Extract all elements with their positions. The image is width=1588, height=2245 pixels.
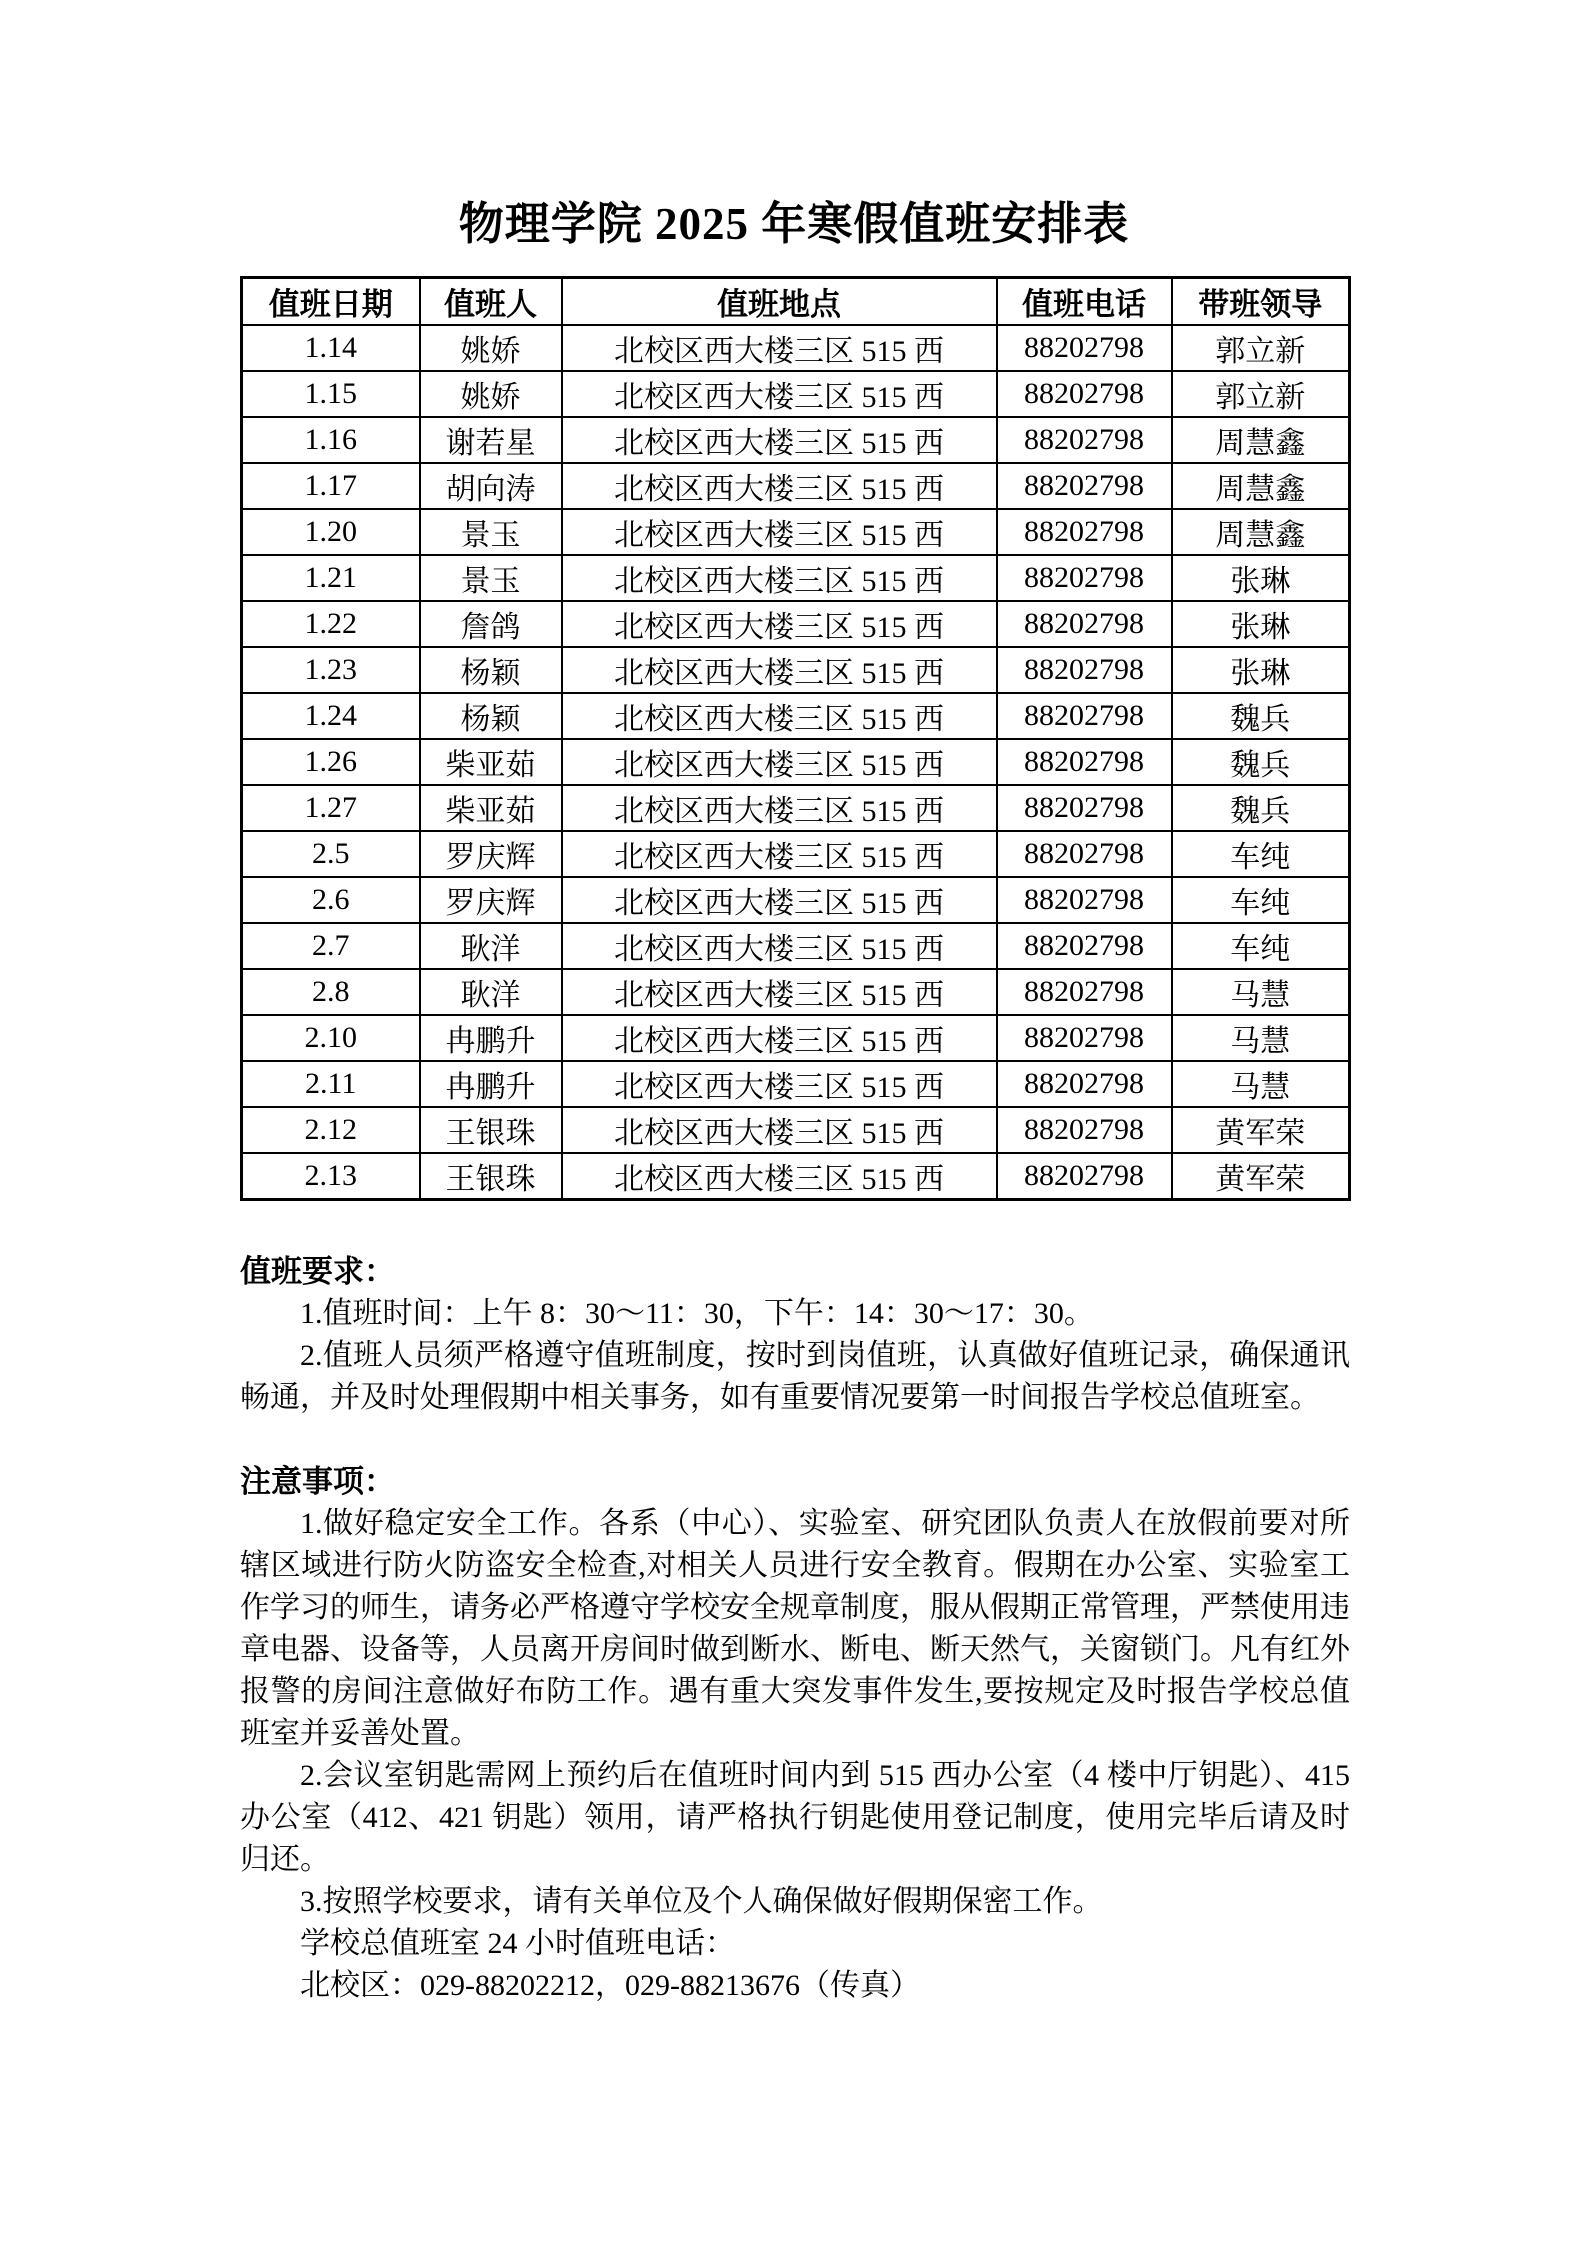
cell-leader: 张琳 [1172,555,1350,601]
duty-requirements-items [240,1293,1350,1419]
table-header-row [242,278,1350,326]
cell-person: 耿洋 [420,969,562,1015]
cell-location: 北校区西大楼三区 515 西 [562,325,997,371]
cell-leader: 周慧鑫 [1172,509,1350,555]
table-row [242,739,1350,785]
cell-location: 北校区西大楼三区 515 西 [562,555,997,601]
cell-leader: 黄军荣 [1172,1153,1350,1200]
cell-location: 北校区西大楼三区 515 西 [562,509,997,555]
note-item: 3.按照学校要求，请有关单位及个人确保做好假期保密工作。 [300,1885,1103,1918]
cell-date: 1.23 [242,647,420,693]
hotline-north-campus: 北校区：029-88202212，029-88213676（传真） [300,1969,920,2002]
cell-person: 冉鹏升 [420,1015,562,1061]
cell-location: 北校区西大楼三区 515 西 [562,785,997,831]
cell-date: 1.22 [242,601,420,647]
cell-leader: 张琳 [1172,601,1350,647]
cell-phone: 88202798 [997,325,1172,371]
cell-location: 北校区西大楼三区 515 西 [562,923,997,969]
cell-leader: 黄军荣 [1172,1107,1350,1153]
cell-location: 北校区西大楼三区 515 西 [562,601,997,647]
cell-date: 2.13 [242,1153,420,1200]
cell-location: 北校区西大楼三区 515 西 [562,1107,997,1153]
cell-date: 2.8 [242,969,420,1015]
cell-location: 北校区西大楼三区 515 西 [562,1153,997,1200]
cell-location: 北校区西大楼三区 515 西 [562,417,997,463]
cell-date: 1.17 [242,463,420,509]
cell-date: 1.16 [242,417,420,463]
cell-date: 2.5 [242,831,420,877]
cell-location: 北校区西大楼三区 515 西 [562,739,997,785]
cell-location: 北校区西大楼三区 515 西 [562,463,997,509]
cell-leader: 魏兵 [1172,739,1350,785]
column-header: 值班电话 [997,278,1172,326]
page-title: 物理学院 2025 年寒假值班安排表 [458,199,1130,249]
cell-person: 谢若星 [420,417,562,463]
table-row [242,371,1350,417]
note-item: 2.会议室钥匙需网上预约后在值班时间内到 515 西办公室（4 楼中厅钥匙）、415 办公室（412、421 钥匙）领用，请严格执行钥匙使用登记制度，使用完毕后请及时归还。 [240,1759,1350,1876]
cell-location: 北校区西大楼三区 515 西 [562,647,997,693]
cell-phone: 88202798 [997,601,1172,647]
cell-person: 姚娇 [420,325,562,371]
cell-person: 耿洋 [420,923,562,969]
table-row [242,601,1350,647]
duty-requirements-heading: 值班要求： [240,1254,395,1289]
table-row [242,463,1350,509]
cell-location: 北校区西大楼三区 515 西 [562,969,997,1015]
cell-person: 景玉 [420,555,562,601]
cell-location: 北校区西大楼三区 515 西 [562,877,997,923]
cell-person: 王银珠 [420,1153,562,1200]
notes-items [240,1503,1350,1923]
table-row [242,1015,1350,1061]
cell-date: 2.7 [242,923,420,969]
cell-leader: 张琳 [1172,647,1350,693]
cell-location: 北校区西大楼三区 515 西 [562,1015,997,1061]
cell-phone: 88202798 [997,969,1172,1015]
cell-leader: 马慧 [1172,1061,1350,1107]
table-row [242,969,1350,1015]
cell-person: 罗庆辉 [420,831,562,877]
cell-date: 1.26 [242,739,420,785]
cell-person: 杨颖 [420,647,562,693]
table-body [242,325,1350,1200]
cell-leader: 周慧鑫 [1172,463,1350,509]
cell-date: 2.6 [242,877,420,923]
cell-phone: 88202798 [997,785,1172,831]
cell-person: 姚娇 [420,371,562,417]
table-row [242,417,1350,463]
cell-date: 2.11 [242,1061,420,1107]
cell-phone: 88202798 [997,509,1172,555]
cell-date: 1.21 [242,555,420,601]
column-header: 值班人 [420,278,562,326]
column-header: 值班日期 [242,278,420,326]
cell-date: 1.27 [242,785,420,831]
table-row [242,923,1350,969]
cell-phone: 88202798 [997,739,1172,785]
cell-phone: 88202798 [997,693,1172,739]
cell-date: 1.24 [242,693,420,739]
cell-date: 2.10 [242,1015,420,1061]
cell-phone: 88202798 [997,831,1172,877]
cell-phone: 88202798 [997,647,1172,693]
notes-heading: 注意事项： [240,1464,395,1499]
cell-leader: 车纯 [1172,877,1350,923]
cell-phone: 88202798 [997,555,1172,601]
duty-requirement-item: 2.值班人员须严格遵守值班制度，按时到岗值班，认真做好值班记录，确保通讯畅通，并及时处理假期中相关事务，如有重要情况要第一时间报告学校总值班室。 [240,1339,1350,1414]
cell-leader: 车纯 [1172,831,1350,877]
cell-location: 北校区西大楼三区 515 西 [562,1061,997,1107]
cell-location: 北校区西大楼三区 515 西 [562,693,997,739]
cell-date: 1.20 [242,509,420,555]
cell-phone: 88202798 [997,1015,1172,1061]
cell-person: 柴亚茹 [420,785,562,831]
cell-person: 杨颖 [420,693,562,739]
cell-phone: 88202798 [997,1061,1172,1107]
table-row [242,509,1350,555]
table-row [242,1153,1350,1200]
cell-phone: 88202798 [997,1153,1172,1200]
cell-phone: 88202798 [997,371,1172,417]
note-item: 1.做好稳定安全工作。各系（中心）、实验室、研究团队负责人在放假前要对所辖区域进行防火防盗安全检查,对相关人员进行安全教育。假期在办公室、实验室工作学习的师生，请务必严格遵守学校安全规章制度，服从假期正常管理，严禁使用违章电器、设备等，人员离开房间时做到断水、断电、断天然气，关窗锁门。凡有红外报警的房间注意做好布防工作。遇有重大突发事件发生,要按规定及时报告学校总值班室并妥善处置。 [240,1507,1350,1750]
cell-person: 冉鹏升 [420,1061,562,1107]
cell-person: 胡向涛 [420,463,562,509]
table-row [242,1107,1350,1153]
cell-phone: 88202798 [997,463,1172,509]
cell-leader: 马慧 [1172,969,1350,1015]
cell-leader: 车纯 [1172,923,1350,969]
cell-person: 王银珠 [420,1107,562,1153]
duty-requirement-item: 1.值班时间：上午 8：30～11：30，下午：14：30～17：30。 [300,1297,1094,1330]
cell-phone: 88202798 [997,923,1172,969]
cell-person: 詹鸽 [420,601,562,647]
cell-leader: 郭立新 [1172,371,1350,417]
cell-leader: 魏兵 [1172,785,1350,831]
duty-schedule-table [240,276,1351,1201]
notes-section [240,1461,1350,2007]
hotline-label: 学校总值班室 24 小时值班电话： [300,1927,735,1960]
table-row [242,325,1350,371]
cell-date: 2.12 [242,1107,420,1153]
duty-requirements-section [240,1251,1350,1419]
cell-location: 北校区西大楼三区 515 西 [562,371,997,417]
cell-location: 北校区西大楼三区 515 西 [562,831,997,877]
cell-phone: 88202798 [997,1107,1172,1153]
column-header: 值班地点 [562,278,997,326]
column-header: 带班领导 [1172,278,1350,326]
cell-phone: 88202798 [997,417,1172,463]
cell-person: 柴亚茹 [420,739,562,785]
table-row [242,877,1350,923]
table-row [242,1061,1350,1107]
cell-leader: 周慧鑫 [1172,417,1350,463]
cell-date: 1.14 [242,325,420,371]
cell-person: 罗庆辉 [420,877,562,923]
cell-person: 景玉 [420,509,562,555]
cell-leader: 郭立新 [1172,325,1350,371]
table-row [242,831,1350,877]
cell-leader: 马慧 [1172,1015,1350,1061]
cell-phone: 88202798 [997,877,1172,923]
table-row [242,785,1350,831]
table-row [242,647,1350,693]
table-row [242,693,1350,739]
table-row [242,555,1350,601]
cell-leader: 魏兵 [1172,693,1350,739]
cell-date: 1.15 [242,371,420,417]
